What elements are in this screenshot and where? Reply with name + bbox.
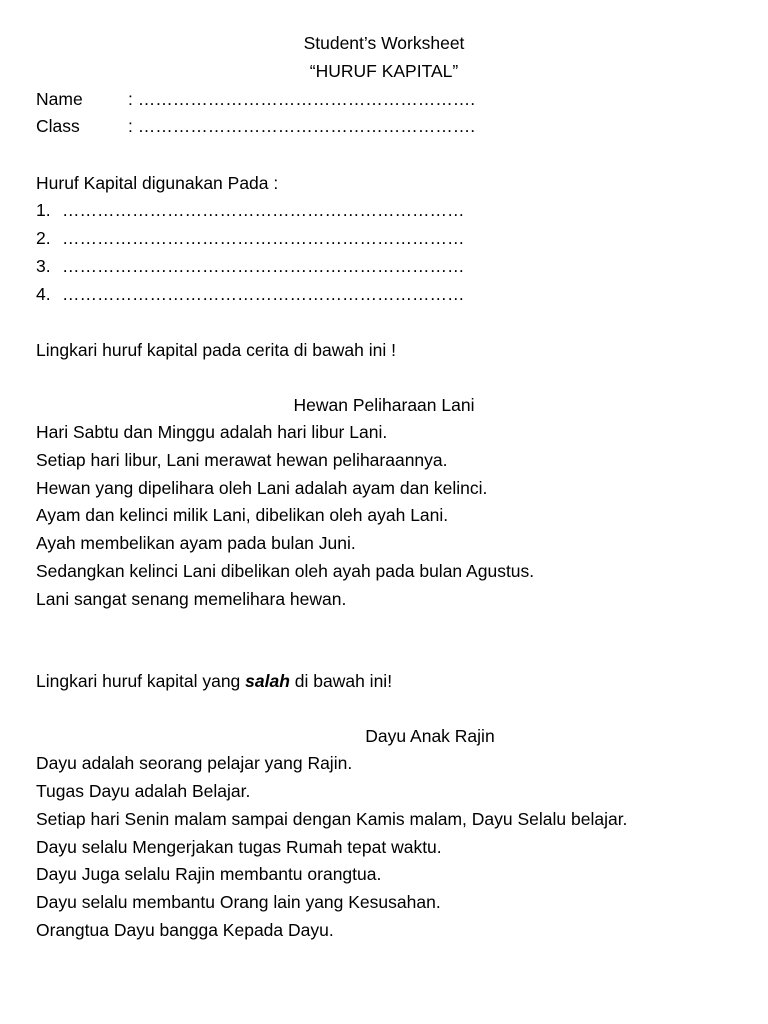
story1-title: Hewan Peliharaan Lani bbox=[293, 395, 475, 415]
usage-item-number: 3. bbox=[36, 256, 51, 276]
worksheet-title: Student’s Worksheet bbox=[303, 33, 465, 53]
usage-item bbox=[36, 255, 465, 277]
usage-item-number: 2. bbox=[36, 228, 51, 248]
usage-item-blank: …………………………………………………………… bbox=[62, 256, 465, 276]
class-field bbox=[36, 115, 475, 137]
section2-instruction bbox=[36, 670, 392, 692]
story1-line: Hari Sabtu dan Minggu adalah hari libur Lani. bbox=[36, 422, 388, 442]
story1-line: Ayam dan kelinci milik Lani, dibelikan oleh ayah Lani. bbox=[36, 505, 449, 525]
usage-item bbox=[36, 283, 465, 305]
story2-line: Dayu Juga selalu Rajin membantu orangtua. bbox=[36, 864, 382, 884]
usage-item-blank: …………………………………………………………… bbox=[62, 284, 465, 304]
story2-line: Dayu selalu membantu Orang lain yang Kesusahan. bbox=[36, 892, 441, 912]
section2-instruction-emphasis: salah bbox=[245, 671, 290, 691]
usage-item bbox=[36, 199, 465, 221]
usage-item-number: 1. bbox=[36, 200, 51, 220]
story1-line: Ayah membelikan ayam pada bulan Juni. bbox=[36, 533, 356, 553]
usage-item-number: 4. bbox=[36, 284, 51, 304]
story2-line: Setiap hari Senin malam sampai dengan Kamis malam, Dayu Selalu belajar. bbox=[36, 809, 628, 829]
story2-title: Dayu Anak Rajin bbox=[365, 726, 495, 746]
usage-heading: Huruf Kapital digunakan Pada : bbox=[36, 173, 279, 193]
section1-instruction: Lingkari huruf kapital pada cerita di bawah ini ! bbox=[36, 340, 396, 360]
story2-line: Dayu adalah seorang pelajar yang Rajin. bbox=[36, 753, 353, 773]
worksheet-subtitle: “HURUF KAPITAL” bbox=[309, 61, 459, 81]
story2-line: Dayu selalu Mengerjakan tugas Rumah tepat waktu. bbox=[36, 837, 442, 857]
story1-line: Sedangkan kelinci Lani dibelikan oleh ayah pada bulan Agustus. bbox=[36, 561, 535, 581]
usage-item-blank: …………………………………………………………… bbox=[62, 200, 465, 220]
class-label: Class bbox=[36, 116, 80, 136]
name-label: Name bbox=[36, 89, 83, 109]
story2-line: Orangtua Dayu bangga Kepada Dayu. bbox=[36, 920, 334, 940]
story2-line: Tugas Dayu adalah Belajar. bbox=[36, 781, 251, 801]
story1-line: Hewan yang dipelihara oleh Lani adalah ayam dan kelinci. bbox=[36, 478, 488, 498]
class-blank: : …………………………………………………. bbox=[128, 116, 476, 136]
section2-instruction-end: di bawah ini! bbox=[289, 671, 393, 691]
name-field bbox=[36, 88, 475, 110]
usage-item bbox=[36, 227, 465, 249]
name-blank: : …………………………………………………. bbox=[128, 89, 476, 109]
usage-item-blank: …………………………………………………………… bbox=[62, 228, 465, 248]
story1-line: Lani sangat senang memelihara hewan. bbox=[36, 589, 347, 609]
section2-instruction-start: Lingkari huruf kapital yang bbox=[36, 671, 246, 691]
story1-line: Setiap hari libur, Lani merawat hewan peliharaannya. bbox=[36, 450, 448, 470]
